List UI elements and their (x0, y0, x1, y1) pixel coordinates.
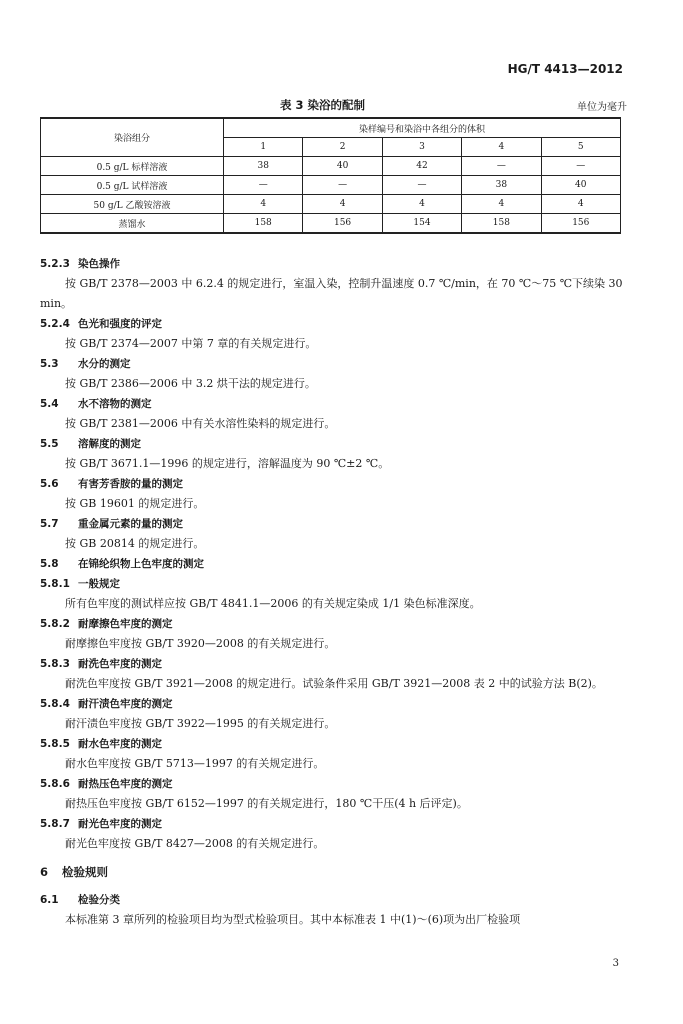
table-cell: — (224, 176, 303, 195)
section-text: 耐热压色牢度按 GB/T 6152—1997 的有关规定进行，180 ℃干压(4 h 后评定)。 (65, 797, 468, 810)
column-header: 4 (462, 138, 541, 157)
table-unit: 单位为毫升 (577, 102, 627, 113)
section-text: 按 GB/T 2386—2006 中 3.2 烘干法的规定进行。 (65, 377, 316, 390)
section-heading: 5.8.6 耐热压色牢度的测定 (40, 778, 173, 790)
section-text: 耐光色牢度按 GB/T 8427—2008 的有关规定进行。 (65, 837, 325, 850)
column-header: 3 (382, 138, 461, 157)
section-text: 按 GB/T 2378—2003 中 6.2.4 的规定进行，室温入染，控制升温速度 0.7 ℃/min，在 70 ℃～75 ℃下续染 30 min。 (40, 277, 623, 310)
section-heading: 5.8.3 耐洗色牢度的测定 (40, 658, 162, 670)
section-text: 耐水色牢度按 GB/T 5713—1997 的有关规定进行。 (65, 757, 325, 770)
section-heading: 5.6 有害芳香胺的量的测定 (40, 478, 183, 490)
section-heading: 5.8.5 耐水色牢度的测定 (40, 738, 162, 750)
section-text: 耐洗色牢度按 GB/T 3921—2008 的规定进行。试验条件采用 GB/T 3921—2008 表 2 中的试验方法 B(2)。 (65, 677, 603, 690)
table-cell: — (541, 157, 620, 176)
table-cell: 154 (382, 214, 461, 234)
row-header-cell: 染浴组分 (41, 118, 224, 157)
section-text: 按 GB/T 3671.1—1996 的规定进行，溶解温度为 90 ℃±2 ℃。 (65, 457, 390, 470)
table-cell: 38 (462, 176, 541, 195)
table-cell: 4 (462, 195, 541, 214)
table-row (41, 214, 621, 234)
section-heading: 5.2.3 染色操作 (40, 258, 120, 270)
section-text: 本标准第 3 章所列的检验项目均为型式检验项目。其中本标准表 1 中(1)～(6)项为出厂检验项 (65, 913, 521, 926)
section-heading: 5.8.7 耐光色牢度的测定 (40, 818, 162, 830)
table-cell: 158 (224, 214, 303, 234)
chapter-heading: 6 检验规则 (40, 865, 108, 879)
section-text: 按 GB/T 2381—2006 中有关水溶性染料的规定进行。 (65, 417, 336, 430)
section-heading: 5.4 水不溶物的测定 (40, 398, 152, 410)
column-header: 2 (303, 138, 382, 157)
section-text: 按 GB 19601 的规定进行。 (65, 497, 205, 510)
document-body (40, 254, 630, 930)
section-text: 耐摩擦色牢度按 GB/T 3920—2008 的有关规定进行。 (65, 637, 336, 650)
table-row (41, 157, 621, 176)
table-cell: 4 (382, 195, 461, 214)
section-heading: 5.5 溶解度的测定 (40, 438, 141, 450)
table-cell: 156 (303, 214, 382, 234)
section-heading: 5.8.2 耐摩擦色牢度的测定 (40, 618, 173, 630)
section-text: 所有色牢度的测试样应按 GB/T 4841.1—2006 的有关规定染成 1/1 染色标准深度。 (65, 597, 481, 610)
table-cell: 40 (541, 176, 620, 195)
table-cell: 42 (382, 157, 461, 176)
table-cell: 40 (303, 157, 382, 176)
section-heading: 5.8.4 耐汗渍色牢度的测定 (40, 698, 173, 710)
dye-bath-table (40, 117, 621, 234)
row-label: 50 g/L 乙酸铵溶液 (41, 195, 224, 214)
section-heading: 5.7 重金属元素的量的测定 (40, 518, 183, 530)
section-heading: 5.8.1 一般规定 (40, 578, 120, 590)
table-cell: 4 (224, 195, 303, 214)
section-heading: 6.1 检验分类 (40, 894, 120, 906)
section-text: 耐汗渍色牢度按 GB/T 3922—1995 的有关规定进行。 (65, 717, 336, 730)
row-label: 0.5 g/L 标样溶液 (41, 157, 224, 176)
table-row (41, 195, 621, 214)
table-cell: 156 (541, 214, 620, 234)
table-cell: 38 (224, 157, 303, 176)
table-cell: 4 (303, 195, 382, 214)
table-cell: 158 (462, 214, 541, 234)
section-text: 按 GB/T 2374—2007 中第 7 章的有关规定进行。 (65, 337, 317, 350)
section-text: 按 GB 20814 的规定进行。 (65, 537, 205, 550)
column-header: 1 (224, 138, 303, 157)
section-heading: 5.3 水分的测定 (40, 358, 131, 370)
section-heading: 5.2.4 色光和强度的评定 (40, 318, 162, 330)
row-label: 0.5 g/L 试样溶液 (41, 176, 224, 195)
table-cell: — (462, 157, 541, 176)
table-cell: — (382, 176, 461, 195)
standard-code: HG/T 4413—2012 (507, 62, 623, 76)
table-cell: 4 (541, 195, 620, 214)
section-heading: 5.8 在锦纶织物上色牢度的测定 (40, 558, 204, 570)
table-title: 表 3 染浴的配制 (280, 98, 366, 112)
table-cell: — (303, 176, 382, 195)
row-label: 蒸馏水 (41, 214, 224, 234)
table-row (41, 176, 621, 195)
page-number: 3 (612, 958, 619, 969)
group-header-cell: 染样编号和染浴中各组分的体积 (224, 118, 621, 138)
column-header: 5 (541, 138, 620, 157)
